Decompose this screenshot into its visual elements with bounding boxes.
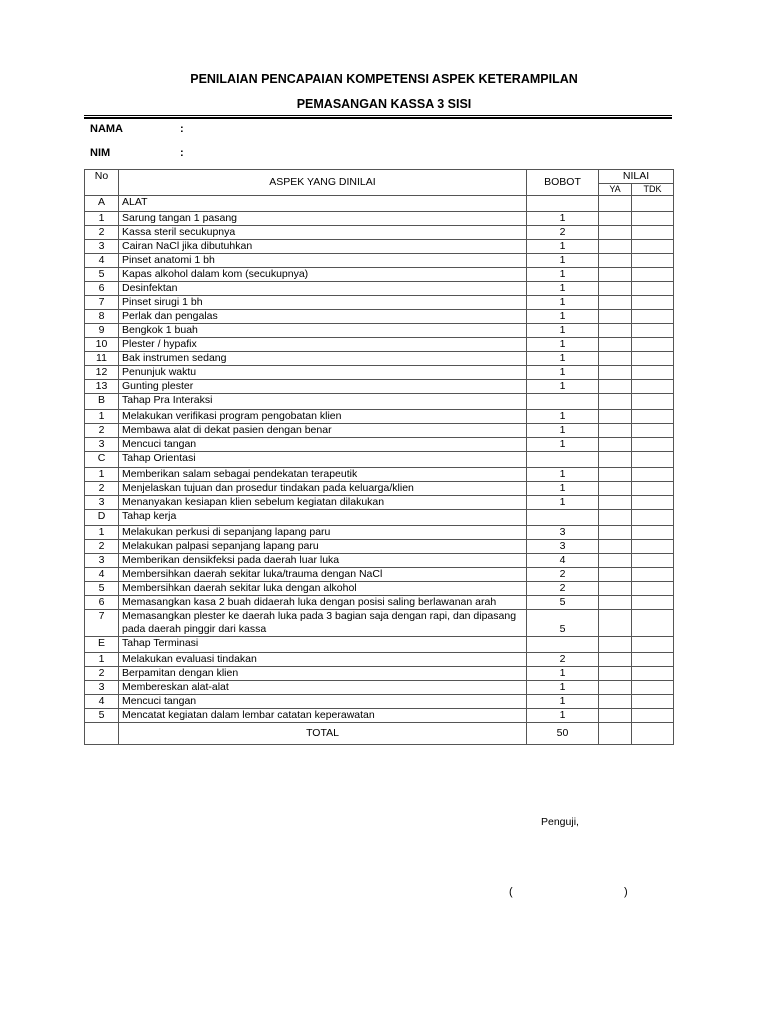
row-no: 11 xyxy=(85,352,119,366)
row-tdk-cell[interactable] xyxy=(632,366,674,380)
table-row xyxy=(85,352,674,366)
section-bobot-cell xyxy=(527,452,599,468)
row-aspek: Pinset sirugi 1 bh xyxy=(119,296,527,310)
row-no: 1 xyxy=(85,653,119,667)
row-ya-cell[interactable] xyxy=(599,324,632,338)
row-bobot: 1 xyxy=(527,366,599,380)
section-row xyxy=(85,196,674,212)
table-row xyxy=(85,226,674,240)
section-code: E xyxy=(85,637,119,653)
table-row xyxy=(85,438,674,452)
row-tdk-cell[interactable] xyxy=(632,310,674,324)
table-row xyxy=(85,282,674,296)
row-tdk-cell[interactable] xyxy=(632,212,674,226)
row-bobot: 1 xyxy=(527,410,599,424)
section-ya-cell xyxy=(599,510,632,526)
table-row xyxy=(85,254,674,268)
row-aspek: Melakukan evaluasi tindakan xyxy=(119,653,527,667)
row-bobot: 1 xyxy=(527,282,599,296)
row-no: 6 xyxy=(85,596,119,610)
section-row xyxy=(85,510,674,526)
row-no: 1 xyxy=(85,526,119,540)
row-bobot: 2 xyxy=(527,582,599,596)
row-bobot: 1 xyxy=(527,268,599,282)
table-row xyxy=(85,681,674,695)
section-title: Tahap kerja xyxy=(119,510,527,526)
table-row xyxy=(85,310,674,324)
row-tdk-cell[interactable] xyxy=(632,410,674,424)
row-bobot: 5 xyxy=(527,596,599,610)
row-no: 3 xyxy=(85,681,119,695)
row-ya-cell[interactable] xyxy=(599,338,632,352)
row-no: 5 xyxy=(85,582,119,596)
row-no: 2 xyxy=(85,482,119,496)
table-body xyxy=(85,196,674,723)
row-ya-cell[interactable] xyxy=(599,554,632,568)
table-row xyxy=(85,338,674,352)
header-nilai: NILAI xyxy=(599,170,674,184)
row-ya-cell[interactable] xyxy=(599,240,632,254)
row-bobot: 3 xyxy=(527,526,599,540)
row-bobot: 1 xyxy=(527,438,599,452)
table-row xyxy=(85,526,674,540)
row-tdk-cell[interactable] xyxy=(632,610,674,637)
section-tdk-cell xyxy=(632,452,674,468)
row-bobot: 1 xyxy=(527,380,599,394)
section-row xyxy=(85,394,674,410)
table-row xyxy=(85,296,674,310)
row-aspek: Membawa alat di dekat pasien dengan benar xyxy=(119,424,527,438)
row-bobot: 1 xyxy=(527,496,599,510)
row-ya-cell[interactable] xyxy=(599,526,632,540)
row-aspek: Melakukan verifikasi program pengobatan klien xyxy=(119,410,527,424)
page-subtitle: PEMASANGAN KASSA 3 SISI xyxy=(296,97,472,111)
row-bobot: 1 xyxy=(527,212,599,226)
row-bobot: 1 xyxy=(527,424,599,438)
row-tdk-cell[interactable] xyxy=(632,438,674,452)
row-no: 5 xyxy=(85,268,119,282)
section-row xyxy=(85,637,674,653)
title-rule-thin xyxy=(84,115,672,116)
row-no: 3 xyxy=(85,496,119,510)
row-tdk-cell[interactable] xyxy=(632,380,674,394)
row-tdk-cell[interactable] xyxy=(632,653,674,667)
row-no: 8 xyxy=(85,310,119,324)
row-aspek: Desinfektan xyxy=(119,282,527,296)
row-tdk-cell[interactable] xyxy=(632,554,674,568)
row-aspek: Membereskan alat-alat xyxy=(119,681,527,695)
section-code: C xyxy=(85,452,119,468)
total-empty-no xyxy=(85,723,119,745)
row-ya-cell[interactable] xyxy=(599,366,632,380)
section-tdk-cell xyxy=(632,510,674,526)
row-tdk-cell[interactable] xyxy=(632,482,674,496)
row-ya-cell[interactable] xyxy=(599,695,632,709)
row-ya-cell[interactable] xyxy=(599,352,632,366)
row-no: 6 xyxy=(85,282,119,296)
row-ya-cell[interactable] xyxy=(599,681,632,695)
table-row xyxy=(85,268,674,282)
row-no: 3 xyxy=(85,438,119,452)
row-ya-cell[interactable] xyxy=(599,540,632,554)
table-row xyxy=(85,709,674,723)
row-bobot: 1 xyxy=(527,324,599,338)
row-aspek: Membersihkan daerah sekitar luka dengan alkohol xyxy=(119,582,527,596)
row-no: 2 xyxy=(85,540,119,554)
row-no: 13 xyxy=(85,380,119,394)
row-no: 1 xyxy=(85,468,119,482)
row-aspek: Memberikan salam sebagai pendekatan terapeutik xyxy=(119,468,527,482)
penguji-label: Penguji, xyxy=(541,816,579,828)
row-tdk-cell[interactable] xyxy=(632,496,674,510)
row-ya-cell[interactable] xyxy=(599,268,632,282)
row-ya-cell[interactable] xyxy=(599,482,632,496)
row-bobot: 1 xyxy=(527,667,599,681)
row-aspek: Bengkok 1 buah xyxy=(119,324,527,338)
table-row xyxy=(85,410,674,424)
row-tdk-cell[interactable] xyxy=(632,240,674,254)
row-bobot: 1 xyxy=(527,695,599,709)
nim-label: NIM xyxy=(90,147,111,159)
row-bobot: 1 xyxy=(527,310,599,324)
row-ya-cell[interactable] xyxy=(599,468,632,482)
row-bobot: 1 xyxy=(527,254,599,268)
table-row xyxy=(85,568,674,582)
header-bobot: BOBOT xyxy=(527,170,599,196)
row-no: 2 xyxy=(85,226,119,240)
row-tdk-cell[interactable] xyxy=(632,596,674,610)
table-row xyxy=(85,482,674,496)
row-ya-cell[interactable] xyxy=(599,424,632,438)
row-no: 2 xyxy=(85,424,119,438)
row-aspek: Memberikan densikfeksi pada daerah luar luka xyxy=(119,554,527,568)
row-no: 1 xyxy=(85,212,119,226)
section-title: Tahap Orientasi xyxy=(119,452,527,468)
signature-close-paren: ) xyxy=(624,886,628,898)
section-ya-cell xyxy=(599,637,632,653)
row-no: 5 xyxy=(85,709,119,723)
row-ya-cell[interactable] xyxy=(599,582,632,596)
row-ya-cell[interactable] xyxy=(599,310,632,324)
row-ya-cell[interactable] xyxy=(599,496,632,510)
row-no: 1 xyxy=(85,410,119,424)
row-ya-cell[interactable] xyxy=(599,709,632,723)
row-ya-cell[interactable] xyxy=(599,282,632,296)
row-ya-cell[interactable] xyxy=(599,596,632,610)
title-rule-thick xyxy=(84,117,672,119)
row-no: 7 xyxy=(85,610,119,637)
row-bobot: 2 xyxy=(527,226,599,240)
row-tdk-cell[interactable] xyxy=(632,324,674,338)
row-bobot: 1 xyxy=(527,468,599,482)
row-bobot: 2 xyxy=(527,653,599,667)
header-aspek: ASPEK YANG DINILAI xyxy=(119,170,527,196)
row-tdk-cell[interactable] xyxy=(632,667,674,681)
section-title: Tahap Terminasi xyxy=(119,637,527,653)
row-bobot: 1 xyxy=(527,681,599,695)
row-bobot: 1 xyxy=(527,338,599,352)
total-value: 50 xyxy=(527,723,599,745)
row-ya-cell[interactable] xyxy=(599,212,632,226)
row-ya-cell[interactable] xyxy=(599,438,632,452)
row-tdk-cell[interactable] xyxy=(632,296,674,310)
row-aspek: Mencuci tangan xyxy=(119,438,527,452)
row-ya-cell[interactable] xyxy=(599,226,632,240)
section-row xyxy=(85,452,674,468)
row-no: 9 xyxy=(85,324,119,338)
row-aspek: Memasangkan plester ke daerah luka pada 3 bagian saja dengan rapi, dan dipasang pada daerah pinggir dari kassa xyxy=(119,610,527,637)
row-aspek: Bak instrumen sedang xyxy=(119,352,527,366)
table-row xyxy=(85,468,674,482)
row-bobot: 2 xyxy=(527,568,599,582)
row-bobot: 5 xyxy=(527,610,599,637)
table-row xyxy=(85,212,674,226)
row-tdk-cell[interactable] xyxy=(632,526,674,540)
row-aspek: Melakukan perkusi di sepanjang lapang paru xyxy=(119,526,527,540)
table-row xyxy=(85,424,674,438)
table-row xyxy=(85,324,674,338)
row-no: 12 xyxy=(85,366,119,380)
row-aspek: Kapas alkohol dalam kom (secukupnya) xyxy=(119,268,527,282)
table-row xyxy=(85,695,674,709)
row-aspek: Pinset anatomi 1 bh xyxy=(119,254,527,268)
row-bobot: 1 xyxy=(527,482,599,496)
row-no: 4 xyxy=(85,254,119,268)
row-tdk-cell[interactable] xyxy=(632,254,674,268)
table-row xyxy=(85,582,674,596)
table-row xyxy=(85,554,674,568)
nama-label: NAMA xyxy=(90,123,123,135)
row-ya-cell[interactable] xyxy=(599,380,632,394)
row-tdk-cell[interactable] xyxy=(632,582,674,596)
row-tdk-cell[interactable] xyxy=(632,268,674,282)
section-title: Tahap Pra Interaksi xyxy=(119,394,527,410)
row-bobot: 4 xyxy=(527,554,599,568)
row-aspek: Berpamitan dengan klien xyxy=(119,667,527,681)
row-bobot: 3 xyxy=(527,540,599,554)
table-row xyxy=(85,667,674,681)
table-row xyxy=(85,380,674,394)
header-no: No xyxy=(85,170,119,196)
table-row xyxy=(85,653,674,667)
table-row xyxy=(85,596,674,610)
row-bobot: 1 xyxy=(527,240,599,254)
table-row xyxy=(85,610,674,637)
row-aspek: Perlak dan pengalas xyxy=(119,310,527,324)
row-bobot: 1 xyxy=(527,352,599,366)
row-ya-cell[interactable] xyxy=(599,653,632,667)
section-bobot-cell xyxy=(527,196,599,212)
row-no: 2 xyxy=(85,667,119,681)
row-aspek: Melakukan palpasi sepanjang lapang paru xyxy=(119,540,527,554)
row-no: 4 xyxy=(85,695,119,709)
row-tdk-cell[interactable] xyxy=(632,424,674,438)
table-row xyxy=(85,240,674,254)
header-tdk: TDK xyxy=(632,184,674,196)
row-ya-cell[interactable] xyxy=(599,667,632,681)
row-no: 10 xyxy=(85,338,119,352)
row-tdk-cell[interactable] xyxy=(632,568,674,582)
section-tdk-cell xyxy=(632,196,674,212)
section-code: A xyxy=(85,196,119,212)
section-tdk-cell xyxy=(632,394,674,410)
row-tdk-cell[interactable] xyxy=(632,695,674,709)
row-tdk-cell[interactable] xyxy=(632,352,674,366)
section-ya-cell xyxy=(599,394,632,410)
row-bobot: 1 xyxy=(527,709,599,723)
row-no: 7 xyxy=(85,296,119,310)
total-label: TOTAL xyxy=(119,723,527,745)
section-ya-cell xyxy=(599,452,632,468)
table-row xyxy=(85,540,674,554)
total-tdk-cell[interactable] xyxy=(632,723,674,745)
row-bobot: 1 xyxy=(527,296,599,310)
row-aspek: Penunjuk waktu xyxy=(119,366,527,380)
row-aspek: Cairan NaCl jika dibutuhkan xyxy=(119,240,527,254)
nim-colon: : xyxy=(180,147,184,159)
row-aspek: Gunting plester xyxy=(119,380,527,394)
table-row xyxy=(85,496,674,510)
row-aspek: Kassa steril secukupnya xyxy=(119,226,527,240)
total-row xyxy=(85,723,674,745)
section-code: B xyxy=(85,394,119,410)
header-ya: YA xyxy=(599,184,632,196)
row-ya-cell[interactable] xyxy=(599,568,632,582)
row-tdk-cell[interactable] xyxy=(632,681,674,695)
row-aspek: Membersihkan daerah sekitar luka/trauma dengan NaCl xyxy=(119,568,527,582)
row-aspek: Sarung tangan 1 pasang xyxy=(119,212,527,226)
row-tdk-cell[interactable] xyxy=(632,226,674,240)
section-bobot-cell xyxy=(527,510,599,526)
row-tdk-cell[interactable] xyxy=(632,282,674,296)
row-aspek: Mencuci tangan xyxy=(119,695,527,709)
assessment-table xyxy=(84,169,674,745)
row-aspek: Plester / hypafix xyxy=(119,338,527,352)
row-ya-cell[interactable] xyxy=(599,610,632,637)
nama-colon: : xyxy=(180,123,184,135)
section-code: D xyxy=(85,510,119,526)
row-tdk-cell[interactable] xyxy=(632,709,674,723)
row-tdk-cell[interactable] xyxy=(632,468,674,482)
row-ya-cell[interactable] xyxy=(599,410,632,424)
row-ya-cell[interactable] xyxy=(599,296,632,310)
row-aspek: Memasangkan kasa 2 buah didaerah luka dengan posisi saling berlawanan arah xyxy=(119,596,527,610)
table-row xyxy=(85,366,674,380)
row-no: 3 xyxy=(85,554,119,568)
row-no: 4 xyxy=(85,568,119,582)
section-tdk-cell xyxy=(632,637,674,653)
row-no: 3 xyxy=(85,240,119,254)
section-ya-cell xyxy=(599,196,632,212)
row-tdk-cell[interactable] xyxy=(632,540,674,554)
section-bobot-cell xyxy=(527,637,599,653)
total-ya-cell[interactable] xyxy=(599,723,632,745)
section-title: ALAT xyxy=(119,196,527,212)
row-tdk-cell[interactable] xyxy=(632,338,674,352)
row-aspek: Menanyakan kesiapan klien sebelum kegiatan dilakukan xyxy=(119,496,527,510)
signature-open-paren: ( xyxy=(509,886,513,898)
section-bobot-cell xyxy=(527,394,599,410)
row-aspek: Mencatat kegiatan dalam lembar catatan keperawatan xyxy=(119,709,527,723)
row-ya-cell[interactable] xyxy=(599,254,632,268)
row-aspek: Menjelaskan tujuan dan prosedur tindakan pada keluarga/klien xyxy=(119,482,527,496)
page-title: PENILAIAN PENCAPAIAN KOMPETENSI ASPEK KETERAMPILAN xyxy=(190,72,578,86)
